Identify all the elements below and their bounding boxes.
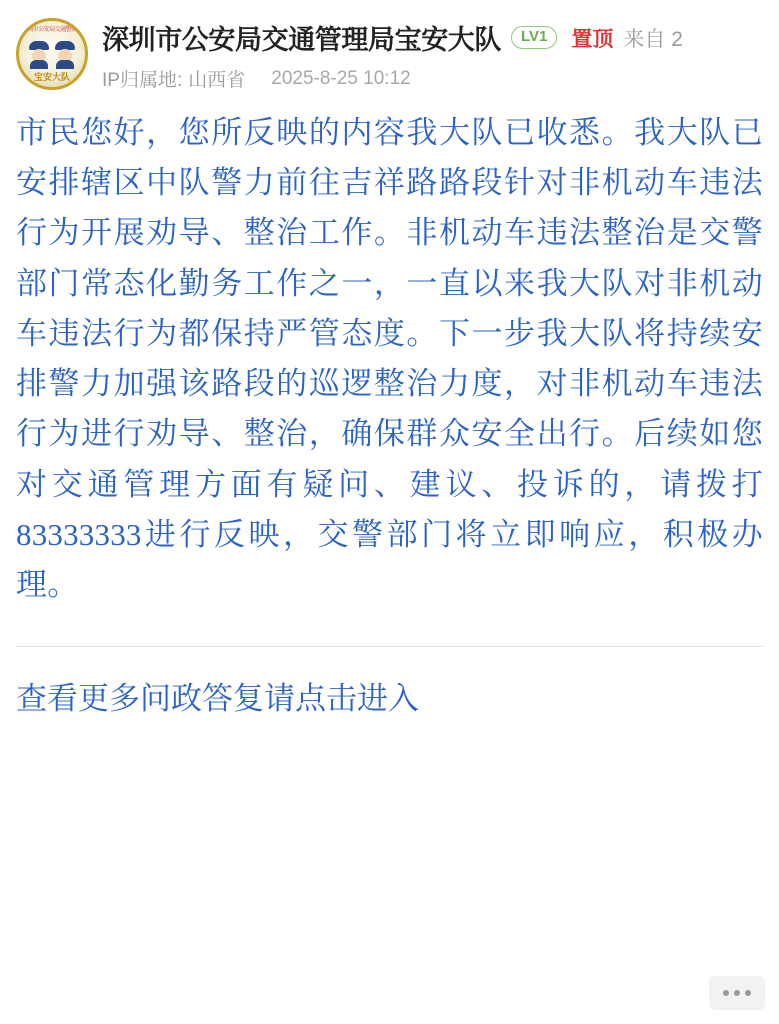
post-header (0, 0, 779, 92)
account-name[interactable]: 深圳市公安局交通管理局宝安大队 (102, 25, 501, 55)
avatar-badge-label: 宝安大队 (33, 72, 70, 82)
header-main (88, 18, 763, 92)
account-row (102, 18, 763, 57)
source-label[interactable]: 来自 2 (623, 27, 683, 51)
more-dots-icon (723, 990, 729, 996)
meta-row (102, 65, 763, 92)
avatar[interactable] (16, 18, 88, 90)
ip-location-value: 山西省 (188, 70, 246, 91)
divider (16, 646, 763, 647)
ip-location-label: IP归属地: (102, 70, 183, 91)
avatar-ring-text: 深圳市公安局交通警察局 (21, 27, 83, 33)
post-timestamp: 2025-8-25 10:12 (271, 67, 411, 89)
more-dots-icon (734, 990, 740, 996)
pinned-label: 置顶 (571, 27, 614, 51)
more-replies-link[interactable]: 查看更多问政答复请点击进入 (16, 681, 419, 717)
post-content: 市民您好，您所反映的内容我大队已收悉。我大队已安排辖区中队警力前往吉祥路路段针对非机动车违法行为开展劝导、整治工作。非机动车违法整治是交警部门常态化勤务工作之一，一直以来我大队对非机动车违法行为都保持严管态度。下一步我大队将持续安排警力加强该路段的巡逻整治力度，对非机动车违法行为进行劝导、整治，确保群众安全出行。后续如您对交通管理方面有疑问、建议、投诉的，请拨打83333333进行反映，交警部门将立即响应，积极办理。 (16, 115, 763, 602)
police-officers-icon (29, 41, 75, 69)
more-dots-icon (745, 990, 751, 996)
more-options-button[interactable] (709, 976, 765, 1010)
level-badge[interactable]: LV1 (511, 26, 557, 48)
